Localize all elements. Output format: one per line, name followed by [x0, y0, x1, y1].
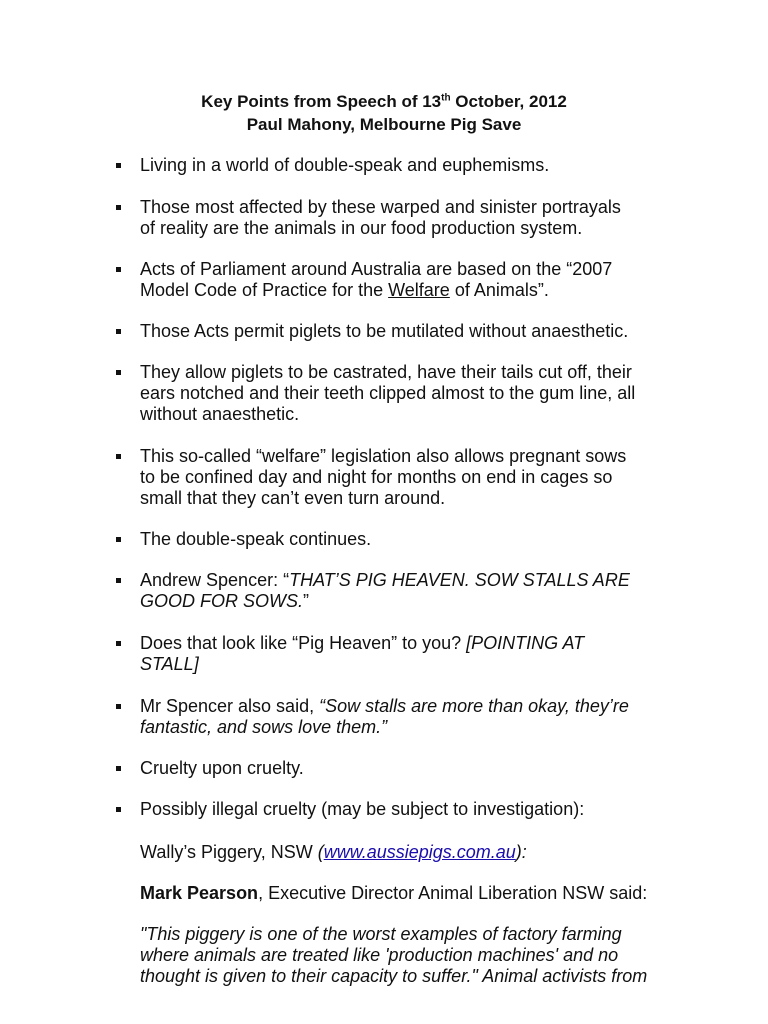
bullet-icon [116, 267, 121, 272]
bullet-item [116, 570, 636, 612]
bullet-item [116, 696, 636, 738]
bullet-text [140, 259, 636, 301]
speaker-name: Mark Pearson [140, 883, 259, 903]
bullet-icon [116, 370, 121, 375]
bullet-icon [116, 766, 121, 771]
bullet-text [140, 570, 636, 612]
bullet-text: Possibly illegal cruelty (may be subject to investigation): [140, 799, 585, 819]
quoted-text: “Sow stalls are more than okay, they’re fantastic, and sows love them.” [140, 696, 629, 737]
bullet-icon [116, 537, 121, 542]
bullet-icon [116, 578, 121, 583]
bullet-text-part: Mr Spencer also said, [140, 696, 320, 716]
bullet-text: The double-speak continues. [140, 529, 372, 549]
bullet-text: They allow piglets to be castrated, have their tails cut off, their ears notched and their teeth clipped almost to the gum line, all without anaesthetic. [140, 362, 636, 424]
bullet-text-part: ” [303, 591, 310, 611]
bullet-text: Those Acts permit piglets to be mutilated without anaesthetic. [140, 321, 629, 341]
aussiepigs-link[interactable]: www.aussiepigs.com.au [323, 842, 516, 862]
piggery-name: Wally’s Piggery, NSW [140, 842, 318, 862]
paren-close: ): [515, 842, 527, 862]
bullet-text-part: Does that look like “Pig Heaven” to you? [140, 633, 467, 653]
underlined-word: Welfare [388, 280, 450, 300]
pearson-attribution [140, 883, 660, 904]
bullet-item [116, 758, 636, 779]
title-suffix: October, 2012 [450, 92, 567, 111]
pearson-quote: "This piggery is one of the worst examples of factory farming where animals are treated like 'production machines' and no thought is given to their capacity to suffer." Animal activists from [140, 924, 648, 986]
bullet-icon [116, 329, 121, 334]
bullet-item [116, 362, 636, 425]
bullet-item [116, 197, 636, 239]
document-title [0, 91, 768, 112]
bullet-item [116, 259, 636, 301]
title-prefix: Key Points from Speech of 13 [201, 92, 442, 111]
bullet-item [116, 799, 636, 820]
bullet-item [116, 529, 636, 550]
bullet-item [116, 633, 636, 675]
bullet-icon [116, 163, 121, 168]
paren-open: ( [317, 842, 324, 862]
bullet-text: Those most affected by these warped and sinister portrayals of reality are the animals in our food production system. [140, 197, 621, 238]
bullet-icon [116, 704, 121, 709]
bullet-text [140, 633, 636, 675]
bullet-text-part: Andrew Spencer: “ [140, 570, 290, 590]
bullet-icon [116, 641, 121, 646]
bullet-icon [116, 454, 121, 459]
bullet-item [116, 155, 636, 176]
bullet-icon [116, 807, 121, 812]
bullet-text-part: Acts of Parliament around Australia are based on the “2007 Model Code of Practice for the [140, 259, 613, 300]
stage-direction: [POINTING AT STALL] [140, 633, 585, 674]
bullet-text: Living in a world of double-speak and euphemisms. [140, 155, 550, 175]
speaker-title: , Executive Director Animal Liberation NSW said: [258, 883, 648, 903]
bullet-item [116, 321, 636, 342]
title-ordinal-suffix: th [441, 92, 451, 104]
bullet-item [116, 446, 636, 509]
piggery-reference [140, 842, 660, 863]
bullet-text: This so-called “welfare” legislation also allows pregnant sows to be confined day and night for months on end in cages so small that they can’t even turn around. [140, 446, 627, 508]
bullet-icon [116, 205, 121, 210]
bullet-text: Cruelty upon cruelty. [140, 758, 304, 778]
bullet-text [140, 696, 636, 738]
document-subtitle: Paul Mahony, Melbourne Pig Save [246, 115, 522, 134]
quoted-text: THAT’S PIG HEAVEN. SOW STALLS ARE GOOD FOR SOWS. [140, 570, 630, 611]
bullet-text-part: of Animals”. [449, 280, 549, 300]
